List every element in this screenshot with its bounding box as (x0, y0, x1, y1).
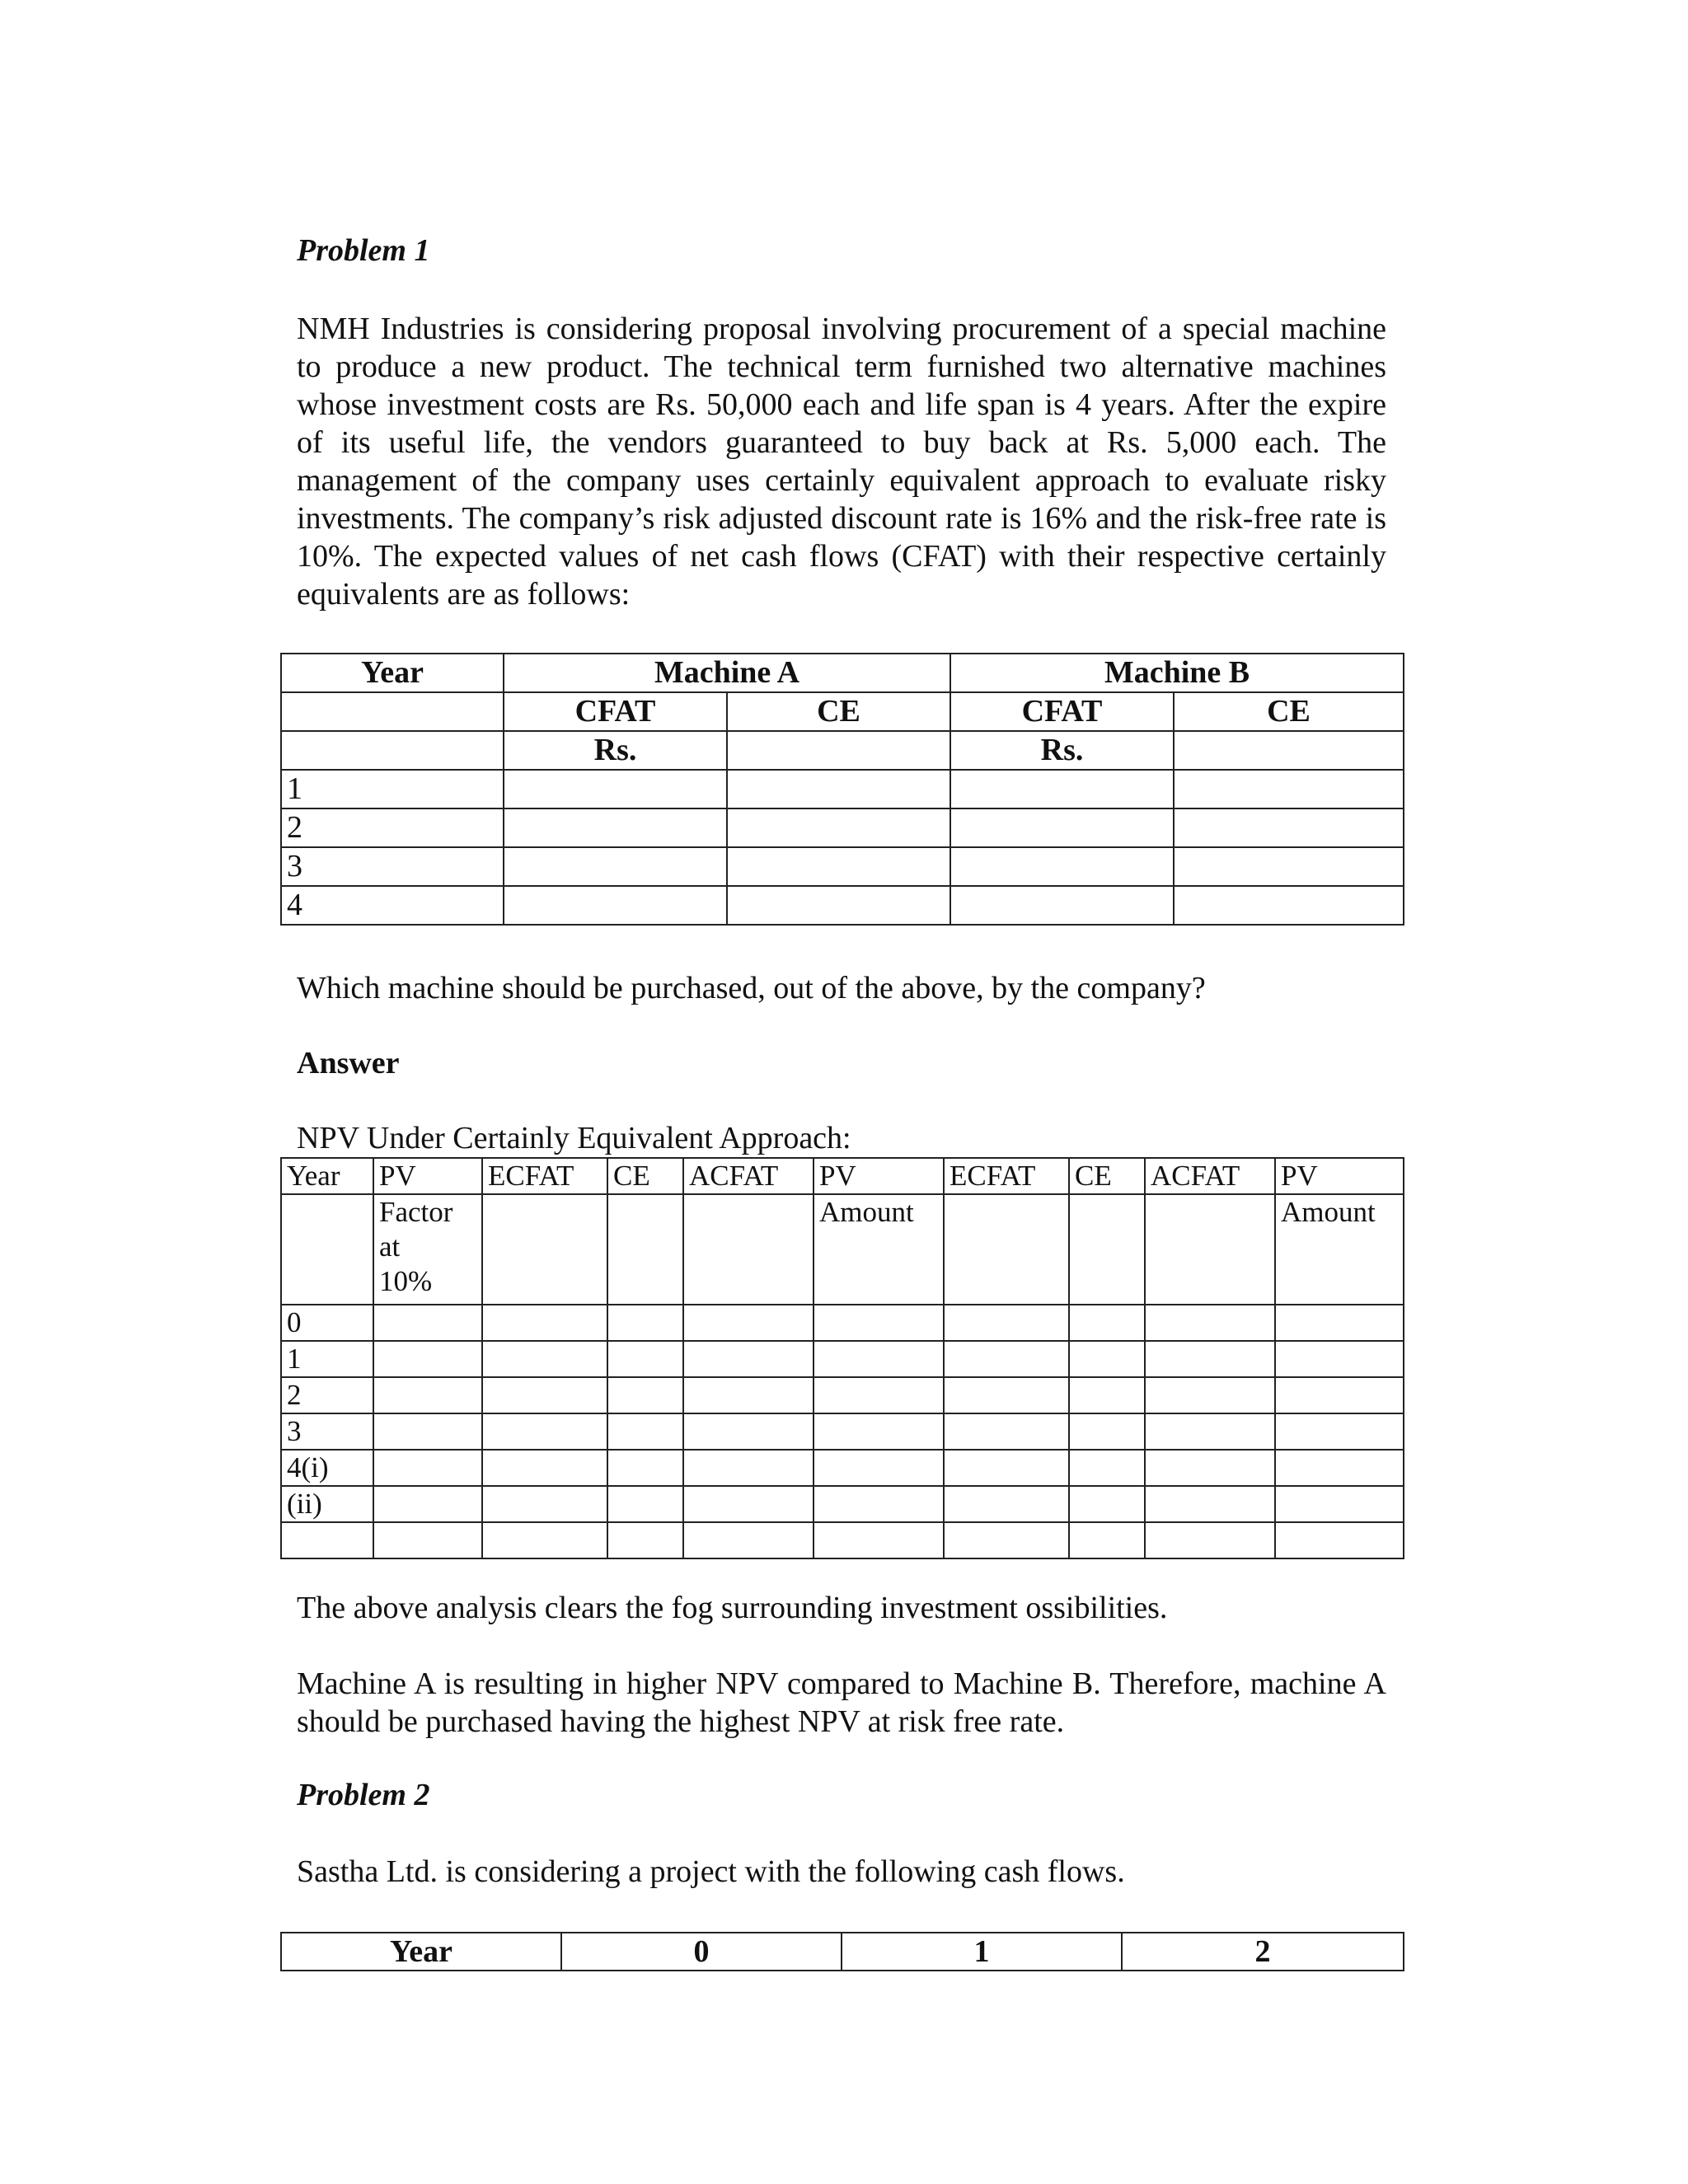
pv-factor-label (373, 1194, 482, 1305)
problem2-title: Problem 2 (297, 1778, 430, 1812)
ce-b-header: CE (1174, 692, 1404, 731)
problem1-question: Which machine should be purchased, out of the above, by the company? (297, 971, 1206, 1005)
year-cell: 4(i) (281, 1450, 373, 1486)
year-cell: 2 (281, 1377, 373, 1413)
table-row (281, 1486, 1404, 1522)
pv-factor-line: Factor (379, 1196, 453, 1228)
empty-cell (281, 1194, 373, 1305)
empty-cell (727, 731, 950, 770)
ecfat-b-header: ECFAT (944, 1158, 1069, 1194)
acfat-b-header: ACFAT (1145, 1158, 1275, 1194)
ce-a-header: CE (727, 692, 950, 731)
year-header: Year (281, 1158, 373, 1194)
answer-conclusion-2: Machine A is resulting in higher NPV compared to Machine B. Therefore, machine A should be purchased having the highest NPV at risk free rate. (297, 1666, 1386, 1739)
table-row (281, 808, 1404, 847)
ecfat-a-header: ECFAT (482, 1158, 607, 1194)
empty-cell (1174, 731, 1404, 770)
year-cell: (ii) (281, 1486, 373, 1522)
year-cell: 1 (281, 770, 504, 808)
table-row (281, 1413, 1404, 1450)
table-row (281, 770, 1404, 808)
pv-a-header: PV (814, 1158, 944, 1194)
year-cell: 2 (281, 808, 504, 847)
year-header: Year (281, 1933, 561, 1971)
year-col-header: 1 (842, 1933, 1122, 1971)
table-row (281, 1305, 1404, 1341)
answer-caption: NPV Under Certainly Equivalent Approach: (297, 1121, 851, 1155)
table-row (281, 1450, 1404, 1486)
cfat-b-header: CFAT (950, 692, 1174, 731)
pv-amount-a-label: Amount (814, 1194, 944, 1305)
cfat-a-header: CFAT (504, 692, 727, 731)
answer-table (280, 1157, 1404, 1559)
table-row (281, 1933, 1404, 1971)
year-cell (281, 1522, 373, 1558)
empty-cell (281, 692, 504, 731)
problem1-paragraph: NMH Industries is considering proposal involving procurement of a special machine to produce a new product. The technical term furnished two alternative machines whose investment costs are Rs. 50,000 each and life span is 4 years. After the expire of its useful life, the vendors guaranteed to buy back at Rs. 5,000 each. The management of the company uses certainly equivalent approach to evaluate risky investments. The company’s risk adjusted discount rate is 16% and the risk-free rate is 10%. The expected values of net cash flows (CFAT) with their respective certainly equivalents are as follows: (297, 312, 1386, 612)
answer-conclusion-1: The above analysis clears the fog surrounding investment ossibilities. (297, 1591, 1168, 1625)
rs-a-label: Rs. (504, 731, 727, 770)
pv-amount-b-label: Amount (1275, 1194, 1404, 1305)
table-row (281, 1377, 1404, 1413)
table-row (281, 886, 1404, 925)
problem2-paragraph: Sastha Ltd. is considering a project with the following cash flows. (297, 1854, 1125, 1889)
year-header: Year (281, 654, 504, 692)
machine-a-header: Machine A (504, 654, 950, 692)
problem1-table (280, 653, 1404, 926)
answer-title: Answer (297, 1046, 400, 1080)
table-row (281, 847, 1404, 886)
pv-factor-line: at (379, 1230, 401, 1263)
rs-b-label: Rs. (950, 731, 1174, 770)
year-cell: 3 (281, 847, 504, 886)
year-cell: 4 (281, 886, 504, 925)
pv-factor-line: 10% (379, 1265, 433, 1297)
table-row (281, 1341, 1404, 1377)
ce-b-header: CE (1069, 1158, 1145, 1194)
year-col-header: 0 (561, 1933, 842, 1971)
year-cell: 1 (281, 1341, 373, 1377)
problem2-table (280, 1932, 1404, 1971)
year-col-header: 2 (1122, 1933, 1404, 1971)
empty-cell (281, 731, 504, 770)
year-cell: 0 (281, 1305, 373, 1341)
pv-b-header: PV (1275, 1158, 1404, 1194)
problem1-title: Problem 1 (297, 233, 430, 268)
ce-a-header: CE (607, 1158, 683, 1194)
acfat-a-header: ACFAT (683, 1158, 814, 1194)
pv-header: PV (373, 1158, 482, 1194)
machine-b-header: Machine B (950, 654, 1404, 692)
table-row (281, 1522, 1404, 1558)
year-cell: 3 (281, 1413, 373, 1450)
